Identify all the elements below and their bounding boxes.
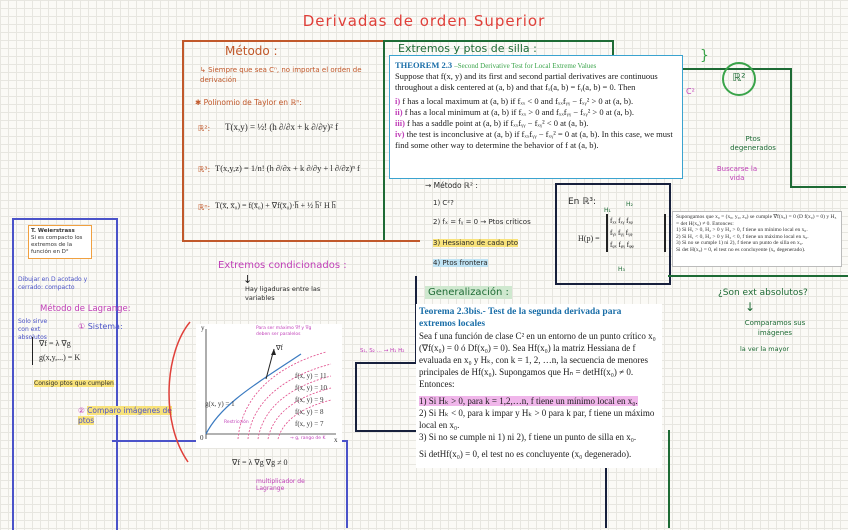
gen-side-note: S₁, S₂ ... → H₁ H₂ xyxy=(360,348,405,354)
gen-theorem-title: Teorema 2.3bis.- Test de la segunda derivada para extremos locales xyxy=(419,307,622,329)
step-1-icon: ① xyxy=(78,322,86,331)
gen-items xyxy=(419,395,659,443)
theorem-items xyxy=(395,96,677,151)
level-curve-label: f(x, y) = 9 xyxy=(295,396,324,404)
weierstrass-box xyxy=(28,225,92,259)
ptos-degenerados: Ptos degenerados xyxy=(730,135,776,152)
small-box-line: Supongamos que x₀ = (x₀, y₀, z₀) se cumple ∇f(x₀) = 0 (D f(x₀) = 0) y H₃ = det H(x₀) ≠ 0. Entonces: xyxy=(676,214,837,227)
constraint-label: g(x, y) = 1 xyxy=(205,400,235,408)
condicionados-heading: Extremos condicionados : xyxy=(218,260,347,271)
r2-badge: ℝ² xyxy=(722,62,756,96)
lagrange-eq2: g(x,y,...) = K xyxy=(39,353,81,362)
step-2-icon: ② xyxy=(78,406,85,415)
lagrange-frame xyxy=(12,218,118,530)
gen-item: 2) Si Hₖ < 0, para k impar y Hₖ > 0 para k par, f tiene un máximo local en x₀. xyxy=(419,408,655,430)
gen-footer: Si detHf(x₀) = 0, el test no es concluyente (x₀ degenerado). xyxy=(419,449,632,459)
origin-label: 0 xyxy=(200,434,204,442)
buscarse-vida: Buscarse la vida xyxy=(716,165,758,182)
level-curve-label: f(x, y) = 11 xyxy=(295,372,327,380)
theorem-box xyxy=(389,55,683,179)
lagrange-heading: Método de Lagrange: xyxy=(40,304,131,314)
r3-formula: T(x,y,z) = 1/n! (h ∂/∂x + k ∂/∂y + l ∂/∂z)ⁿ f xyxy=(215,163,360,173)
r2-label: ℝ²: xyxy=(198,124,211,133)
metodo-line2-text: Polinomio de Taylor en ℝⁿ: xyxy=(203,98,302,107)
theorem-item: iv) the test is inconclusive at (a, b) if fₓₓfᵧᵧ − fₓᵧ² = 0 at (a, b). In this case, we must find some other way to determine the behavior of f at (a, b). xyxy=(395,129,673,150)
theorem-item: iii) f has a saddle point at (a, b) if fₓₓfᵧᵧ − fₓᵧ² < 0 at (a, b). xyxy=(395,118,589,128)
generalizacion-box xyxy=(416,304,662,468)
h2-label: H₂ xyxy=(626,201,633,208)
arrow-down-icon: ↓ xyxy=(243,273,253,286)
metodo-r2-step: 4) Ptos frontera xyxy=(433,259,488,267)
metodo-line2 xyxy=(195,98,302,107)
lagrange-conseguir: Consigo ptos que cumplen xyxy=(34,380,114,387)
weierstrass-dibujar: Dibujar en D acotado y cerrado: compacto xyxy=(18,276,88,291)
matrix-row: fᵩₓ fᵩᵧ fᵩᵩ xyxy=(610,241,634,249)
page-title: Derivadas de orden Superior xyxy=(302,12,546,30)
plot-annotation-rest: Restricción xyxy=(224,420,249,425)
lagrange-frame-3 xyxy=(346,440,348,528)
lagrange-plot xyxy=(196,324,342,448)
r2-formula: T(x,y) = ½! (h ∂/∂x + k ∂/∂y)² f xyxy=(225,122,339,132)
theorem-name: –Second Derivative Test for Local Extreme Values xyxy=(454,62,597,70)
condicionados-sub: Hay ligaduras entre las variables xyxy=(245,285,321,302)
absolutos-frame-top xyxy=(668,275,848,277)
metodo-r2-heading: → Método ℝ² : xyxy=(425,181,478,190)
metodo-line1-text: Siempre que sea Cⁿ, no importa el orden de derivación xyxy=(200,66,362,84)
x-axis-label: x xyxy=(334,436,338,444)
metodo-line1 xyxy=(200,65,370,85)
absolutos-answer1: Comparamos sus imágenes xyxy=(744,319,806,337)
lagrange-system xyxy=(32,337,80,365)
r3-small-box xyxy=(672,211,842,267)
level-curve-labels xyxy=(295,370,327,430)
weierstrass-body: Si es compacto los extremos de la función en D° xyxy=(31,235,83,255)
metodo-heading: Método : xyxy=(225,44,278,58)
extremos-frame-right4 xyxy=(790,186,846,188)
metodo-r2-step: 2) fₓ = fᵧ = 0 → Ptos críticos xyxy=(433,218,531,226)
h3-label: H₃ xyxy=(618,266,625,273)
star-icon: ✱ xyxy=(195,98,204,107)
generalizacion-heading: Generalización : xyxy=(425,286,512,299)
lagrange-step1-text: Sistema: xyxy=(87,322,123,331)
gen-item: 3) Si no se cumple ni 1) ni 2), f tiene un punto de silla en x₀. xyxy=(419,432,637,442)
absolutos-frame-left xyxy=(668,430,670,528)
theorem-intro: Suppose that f(x, y) and its first and second partial derivatives are continuous throughout a disk centered at (a, b) and that fₓ(a, b) = fᵧ(a, b) = 0. Then xyxy=(395,71,658,92)
h1-label: H₁ xyxy=(604,207,611,214)
lagrange-step2-text: Comparo imágenes de ptos xyxy=(78,406,172,425)
rn-label: ℝⁿ: xyxy=(198,203,211,212)
lagrange-bottom-eq: ∇f = λ ∇g ∇g ≠ 0 xyxy=(232,458,288,467)
hessian-matrix xyxy=(606,214,666,252)
extremos-frame-right3 xyxy=(790,68,792,186)
theorem-heading xyxy=(395,60,677,71)
gen-frame-3 xyxy=(355,362,357,432)
arrow-down-icon: ↓ xyxy=(745,300,756,314)
theorem-item: i) f has a local maximum at (a, b) if fₓₓ < 0 and fₓₓfᵧᵧ − fₓᵧ² > 0 at (a, b). xyxy=(395,96,634,106)
curly-brace-icon: } xyxy=(700,48,709,64)
weierstrass-title: T. Weierstrass xyxy=(31,228,75,234)
arrow-icon: ↳ xyxy=(200,66,209,74)
lagrange-eq1: ∇f = λ ∇g xyxy=(39,339,71,348)
rn-formula: T(x̅, x̅₀) = f(x̅₀) + ∇f(x̅₀)·h̅ + ½ h̅ᵀ H h̅ xyxy=(215,201,336,210)
small-box-line: 3) Si no se cumple 1) ni 2), f tiene un punto de silla en x₀. xyxy=(676,240,804,246)
plot-annotation-g: → g, rango de K xyxy=(290,436,326,441)
gen-item: 1) Si Hₖ > 0, para k = 1,2,…n, f tiene un mínimo local en x₀. xyxy=(419,396,638,406)
gen-theorem-body: Sea f una función de clase C² en un entorno de un punto crítico x₀ (∇f(x₀) = 0 ó Df(x₀) = 0). Sea Hf(x₀) la matriz Hessiana de f evaluada en x₀ y Hₖ, con k = 1, 2, …n, la secuencia de menores principales de Hf(x₀). Supongamos que Hₙ = detHf(x₀) ≠ 0. Entonces: xyxy=(419,331,656,389)
absolutos-question: ¿Son ext absolutos? xyxy=(718,288,808,298)
y-axis-label: y xyxy=(201,324,205,332)
level-curve-label: f(x, y) = 7 xyxy=(295,420,324,428)
gradient-label: ∇f xyxy=(276,344,284,352)
lagrange-step1 xyxy=(78,322,123,331)
small-box-line: Si det H(x₀) = 0, el test no es concluyente (x₀ degenerado). xyxy=(676,246,806,253)
extremos-frame-left xyxy=(383,40,385,240)
lagrange-multiplicador: multiplicador de Lagrange xyxy=(256,478,305,492)
curve-arrow-icon xyxy=(160,312,200,472)
small-box-line: 2) Si H₁ < 0, H₂ > 0 y H₃ < 0, f tiene un máximo local en x₀. xyxy=(676,233,809,240)
absolutos-answer2: la ver la mayor xyxy=(740,345,790,353)
plot-annotation-top: Para ser máximo ∇f y ∇g deben ser paralelos xyxy=(256,326,312,337)
extremos-heading: Extremos y ptos de silla : xyxy=(398,42,537,55)
level-curve-label: f(x, y) = 8 xyxy=(295,408,324,416)
theorem-item: ii) f has a local minimum at (a, b) if fₓₓ > 0 and fₓₓfᵧᵧ − fₓᵧ² > 0 at (a, b). xyxy=(395,107,635,117)
gen-frame-2 xyxy=(355,362,417,364)
matrix-row: fₓₓ fₓᵧ fₓᵩ xyxy=(610,217,633,225)
matrix-row: fᵧₓ fᵧᵧ fᵧᵩ xyxy=(610,229,633,237)
level-curve-label: f(x, y) = 10 xyxy=(295,384,327,392)
metodo-r2-step: 3) Hessiano de cada pto xyxy=(433,239,518,247)
r3-label: ℝ³: xyxy=(198,165,211,174)
metodo-r2-step: 1) C²? xyxy=(433,199,454,207)
c2-note: C² xyxy=(686,87,695,96)
r3-heading: En ℝ³: xyxy=(568,197,597,207)
theorem-label: THEOREM 2.3 xyxy=(395,60,453,70)
small-box-line: 1) Si H₁ > 0, H₂ > 0 y H₃ > 0, f tiene un mínimo local en x₀. xyxy=(676,227,808,233)
lagrange-solo-sirve: Solo sirve con ext absolutos xyxy=(18,318,48,341)
hessian-label: H(p) = xyxy=(578,234,600,243)
